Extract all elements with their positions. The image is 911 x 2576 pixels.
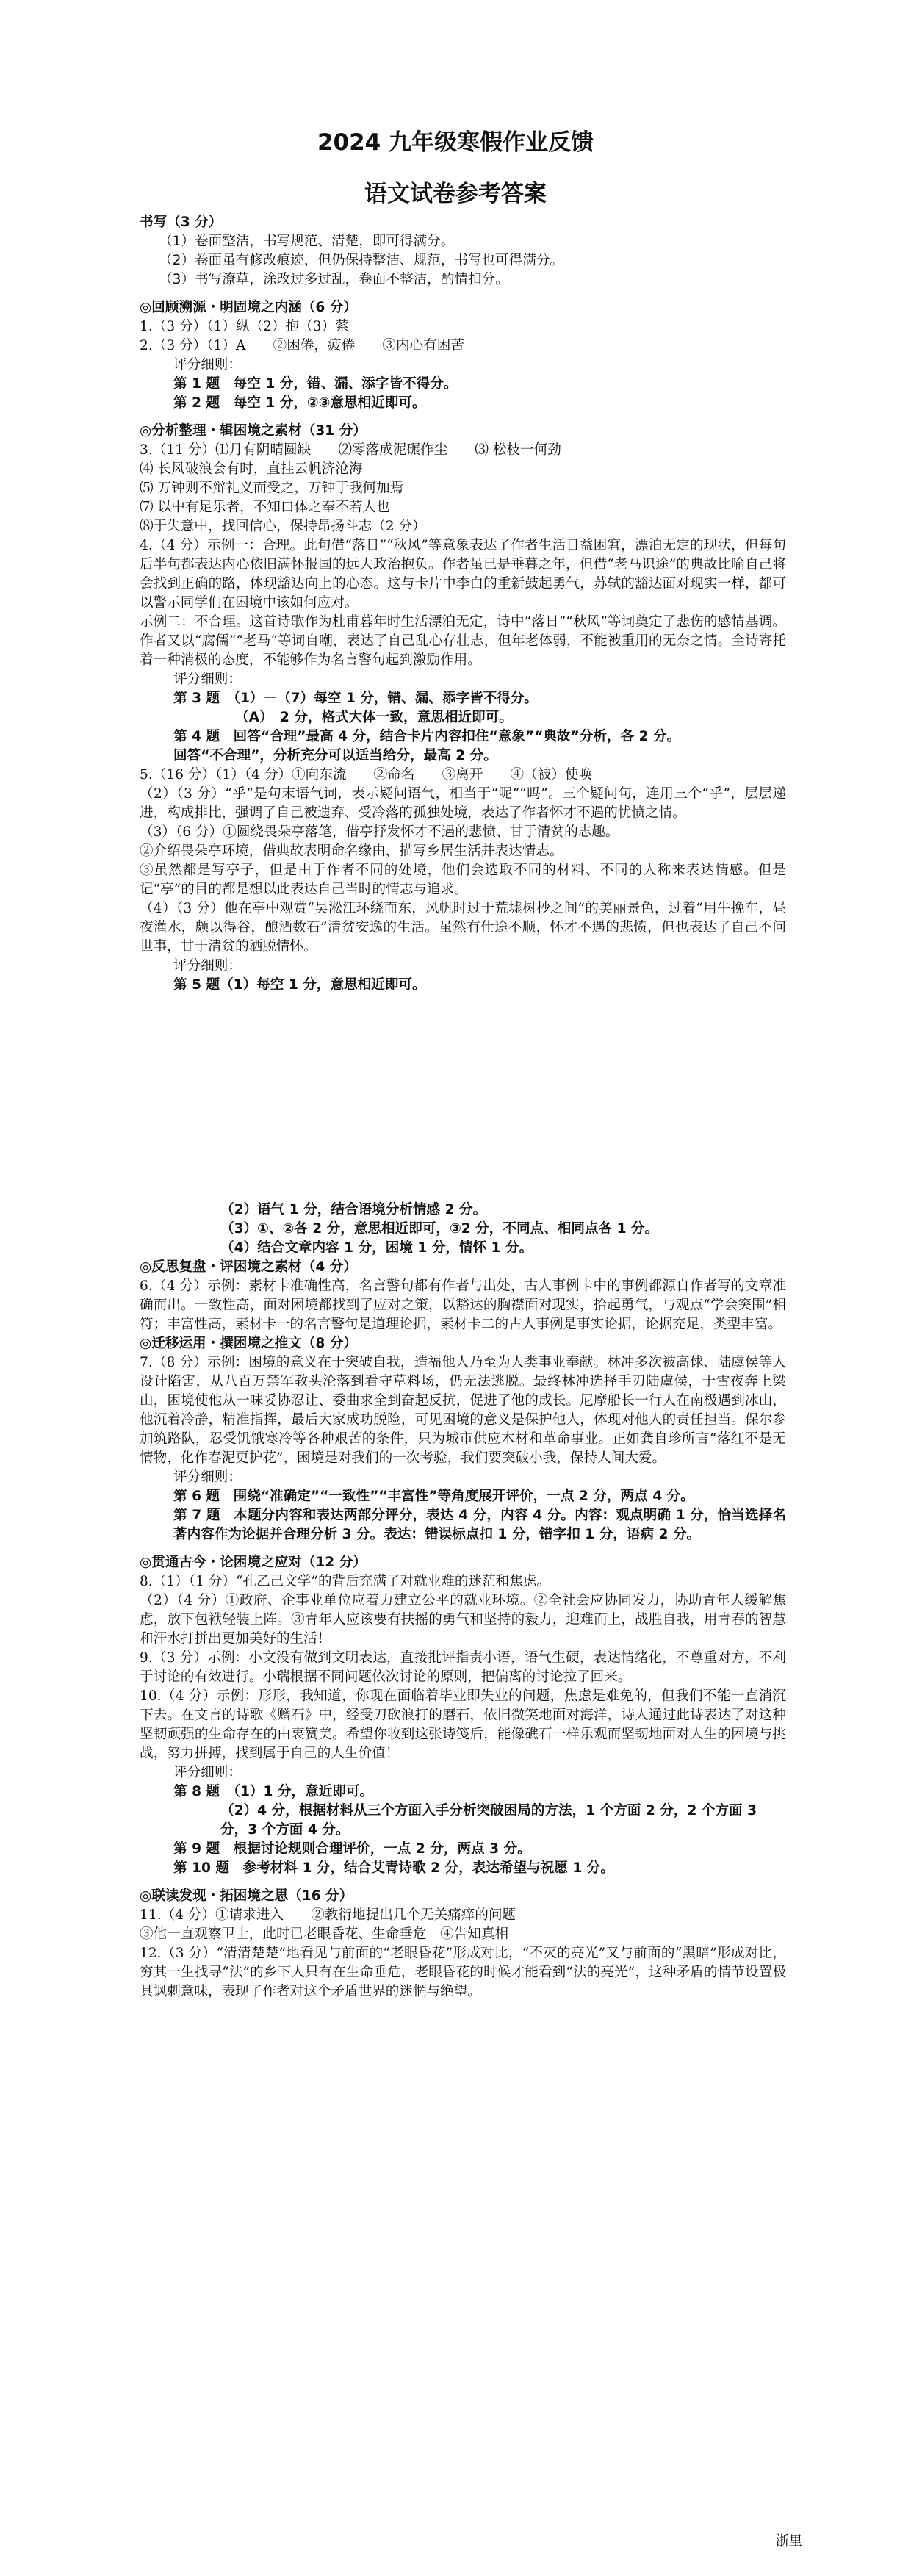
rules-label: 评分细则： bbox=[173, 357, 242, 373]
answer-paragraph: 10.（4 分）示例：形形，我知道，你现在面临着毕业即失业的问题，焦虑是难免的，但我们不能一直消沉下去。在文言的诗歌《赠石》中，经受刀砍浪打的磨石，依旧微笑地面对海洋，诗人通过此诗表达了对这种坚韧顽强的生命存在的由衷赞美。希望你收到这张诗笺后，能像礁石一样乐观而坚韧地面对人生的困境与挑战，努力拼搏，找到属于自己的人生价值！ bbox=[140, 1688, 786, 1761]
answer-line: 11.（4 分）①请求进入 ②教衍地提出几个无关痛痒的问题 bbox=[140, 1907, 516, 1923]
answer-line: ③他一直观察卫士，此时已老眼昏花、生命垂危 ④告知真相 bbox=[140, 1926, 509, 1942]
answer-line: ②介绍畏朵亭环境，借典故表明命名缘由，描写乡居生活并表达情志。 bbox=[140, 843, 563, 859]
rule-line: 第 4 题 回答“合理”最高 4 分，结合卡片内容扣住“意象”“典故”分析，各 2 分。 bbox=[173, 729, 681, 744]
answer-line: 2.（3 分）（1）A ②困倦，疲倦 ③内心有困苦 bbox=[140, 338, 464, 353]
section-heading: ◎分析整理・辑困境之素材（31 分） bbox=[140, 423, 367, 439]
answer-paragraph: （4）（3 分）他在亭中观赏“吴淞江环绕而东，风帆时过于荒墟树杪之间”的美丽景色，过着“用牛挽车，昼夜灌水，颇以得谷，酿酒数石”清贫安逸的生活。虽然有仕途不顺，怀才不遇的悲愤，但也表达了自己不问世事，甘于清贫的洒脱情怀。 bbox=[140, 901, 786, 954]
answer-paragraph: 6.（4 分）示例：素材卡准确性高，名言警句都有作者与出处，古人事例卡中的事例都源自作者写的文章准确而出。一致性高，面对困境都找到了应对之策，以豁达的胸襟面对现实，拾起勇气，与观点“学会突围”相符；丰富性高，素材卡一的名言警句是道理论据，素材卡二的古人事例是事实论据，论据充足，类型丰富。 bbox=[140, 1278, 786, 1332]
writing-heading: 书写（3 分） bbox=[140, 215, 223, 230]
answer-line: 3.（11 分）⑴月有阴晴圆缺 ⑵零落成泥碾作尘 ⑶ 松枝一何劲 bbox=[140, 442, 561, 458]
answer-content bbox=[140, 213, 786, 2001]
rule-line: （3）①、②各 2 分，意思相近即可，③2 分，不同点、相同点各 1 分。 bbox=[220, 1221, 659, 1237]
section-heading: ◎迁移运用・撰困境之推文（8 分） bbox=[140, 1336, 357, 1351]
section-heading: ◎联读发现・拓困境之思（16 分） bbox=[140, 1888, 353, 1904]
rule-line: 第 1 题 每空 1 分，错、漏、添字皆不得分。 bbox=[173, 376, 458, 392]
rules-label: 评分细则： bbox=[173, 1765, 242, 1780]
answer-paragraph: 4.（4 分）示例一：合理。此句借“落日”“秋风”等意象表达了作者生活日益困窘，漂泊无定的现状，但每句后半句都表达内心依旧满怀报国的远大政治抱负。作者虽已是垂暮之年，但借“老马识途”的典故比喻自己将会找到正确的路，体现豁达向上的心态。这与卡片中李白的重新鼓起勇气，苏轼的豁达面对现实一样，都可以警示同学们在困境中该如何应对。 bbox=[140, 538, 786, 611]
blank-space bbox=[140, 995, 786, 1201]
rules-label: 评分细则： bbox=[173, 1469, 242, 1485]
rule-line: 第 6 题 围绕“准确定”“一致性”“丰富性”等角度展开评价，一点 2 分，两点 4 分。 bbox=[173, 1489, 694, 1504]
rule-line: 回答“不合理”，分析充分可以适当给分，最高 2 分。 bbox=[173, 748, 497, 763]
answer-paragraph: 7.（8 分）示例：困境的意义在于突破自我，造福他人乃至为人类事业奉献。林冲多次被高俅、陆虞侯等人设计陷害，从八百万禁军教头沦落到看守草料场，仍无法逃脱。最终林冲选择手刃陆虞侯，于雪夜奔上梁山，困境使他从一味妥协忍让、委曲求全到奋起反抗，促进了他的成长。尼摩船长一行人在南极遇到冰山，他沉着冷静，精准指挥，最后大家成功脱险，可见困境的意义是保护他人，体现对他人的责任担当。保尔参加筑路队，忍受饥饿寒冷等各种艰苦的条件，只为城市供应木材和革命事业。正如龚自珍所言“落红不是无情物，化作春泥更护花”，困境是对我们的一次考验，我们要突破小我，保持人间大爱。 bbox=[140, 1355, 786, 1466]
page-subtitle: 语文试卷参考答案 bbox=[364, 181, 547, 207]
answer-line: 5.（16 分）（1）（4 分）①向东流 ②命名 ③离开 ④（被）使唤 bbox=[140, 767, 593, 782]
rule-line: （2）4 分，根据材料从三个方面入手分析突破困局的方法，1 个方面 2 分，2 个方面 3 分，3 个方面 4 分。 bbox=[220, 1803, 757, 1838]
rule-line: 第 9 题 根据讨论规则合理评价，一点 2 分，两点 3 分。 bbox=[173, 1841, 531, 1857]
answer-line: 8.（1）（1 分）“孔乙己文学”的背后充满了对就业难的迷茫和焦虑。 bbox=[140, 1574, 551, 1589]
answer-paragraph: （2）（3 分）“乎”是句末语气词，表示疑问语气，相当于“呢”“吗”。三个疑问句，连用三个“乎”，层层递进，构成排比，强调了自己被遗弃、受冷落的孤独处境，表达了作者怀才不遇的忧愤之情。 bbox=[140, 786, 786, 821]
writing-item: （2）卷面虽有修改痕迹，但仍保持整洁、规范，书写也可得满分。 bbox=[159, 253, 564, 268]
rule-line: 第 7 题 本题分内容和表达两部分评分，表达 4 分，内容 4 分。内容：观点明确 1 分，恰当选择名著内容作为论据并合理分析 3 分。表达：错误标点扣 1 分，错字扣 1 分，语病 2 分。 bbox=[173, 1508, 786, 1542]
answer-paragraph: ③虽然都是写亭子，但是由于作者不同的处境，他们会选取不同的材料、不同的人称来表达情感。但是记“亭”的目的都是想以此表达自己当时的情志与追求。 bbox=[140, 863, 786, 897]
rule-line: （2）语气 1 分，结合语境分析情感 2 分。 bbox=[220, 1202, 487, 1217]
rule-line: （A） 2 分，格式大体一致，意思相近即可。 bbox=[235, 710, 513, 725]
writing-item: （1）卷面整洁，书写规范、清楚，即可得满分。 bbox=[159, 234, 455, 249]
rule-line: 第 5 题（1）每空 1 分，意思相近即可。 bbox=[173, 977, 426, 993]
answer-paragraph: （2）（4 分）①政府、企事业单位应着力建立公平的就业环境。②全社会应协同发力，协助青年人缓解焦虑，放下包袱轻装上阵。③青年人应该要有扶摇的勇气和坚持的毅力，迎难而上，战胜自我，用青春的智慧和汗水打拼出更加美好的生活！ bbox=[140, 1593, 786, 1647]
rules-label: 评分细则： bbox=[173, 672, 242, 687]
answer-line: 1.（3 分）（1）纵（2）抱（3）萦 bbox=[140, 319, 349, 334]
rule-line: 第 8 题 （1）1 分，意近即可。 bbox=[173, 1784, 374, 1799]
answer-line: ⑷ 长风破浪会有时，直挂云帆济沧海 bbox=[140, 461, 363, 477]
answer-line: （3）（6 分）①圆绕畏朵亭落笔，借亭抒发怀才不遇的悲愤、甘于清贫的志趣。 bbox=[140, 824, 619, 840]
section-heading: ◎贯通古今・论困境之应对（12 分） bbox=[140, 1555, 367, 1570]
rules-label: 评分细则： bbox=[173, 958, 242, 974]
section-heading: ◎反思复盘・评困境之素材（4 分） bbox=[140, 1259, 357, 1275]
page-title: 2024 九年级寒假作业反馈 bbox=[317, 129, 594, 156]
answer-line: ⑺ 以中有足乐者，不知口体之奉不若人也 bbox=[140, 500, 390, 515]
rule-line: 第 10 题 参考材料 1 分，结合艾青诗歌 2 分，表达希望与祝愿 1 分。 bbox=[173, 1860, 614, 1876]
rule-line: （4）结合文章内容 1 分，困境 1 分，情怀 1 分。 bbox=[220, 1240, 533, 1256]
section-heading: ◎回顾溯源・明固境之内涵（6 分） bbox=[140, 300, 357, 315]
writing-item: （3）书写潦草，涂改过多过乱，卷面不整洁，酌情扣分。 bbox=[159, 272, 509, 287]
rule-line: 第 2 题 每空 1 分，②③意思相近即可。 bbox=[173, 395, 426, 411]
rule-line: 第 3 题 （1）－（7）每空 1 分，错、漏、添字皆不得分。 bbox=[173, 691, 539, 706]
footer-mark: 浙里 bbox=[776, 2533, 802, 2549]
answer-paragraph: 9.（3 分）示例：小文没有做到文明表达，直接批评指责小语，语气生硬，表达情绪化，不尊重对方，不利于讨论的有效进行。小瑞根据不同问题依次讨论的原则，把偏离的讨论拉了回来。 bbox=[140, 1650, 786, 1685]
answer-line: ⑻于失意中，找回信心，保持昂扬斗志（2 分） bbox=[140, 519, 426, 534]
answer-line: ⑸ 万钟则不辩礼义而受之，万钟于我何加焉 bbox=[140, 481, 404, 496]
answer-paragraph: 示例二：不合理。这首诗歌作为杜甫暮年时生活漂泊无定，诗中“落日”“秋风”等词奠定了悲伤的感情基调。作者又以“腐儒”“老马”等词自嘲，表达了自己乱心存壮志，但年老体弱，不能被重用的无奈之情。全诗寄托着一种消极的态度，不能够作为名言警句起到激励作用。 bbox=[140, 614, 786, 668]
answer-paragraph: 12.（3 分）“清清楚楚”地看见与前面的“老眼昏花”形成对比，“不灭的亮光”又与前面的“黑暗”形成对比，穷其一生找寻“法”的乡下人只有在生命垂危，老眼昏花的时候才能看到“法的亮光”，这种矛盾的情节设置极具讽刺意味，表现了作者对这个矛盾世界的迷惘与绝望。 bbox=[140, 1946, 786, 1999]
